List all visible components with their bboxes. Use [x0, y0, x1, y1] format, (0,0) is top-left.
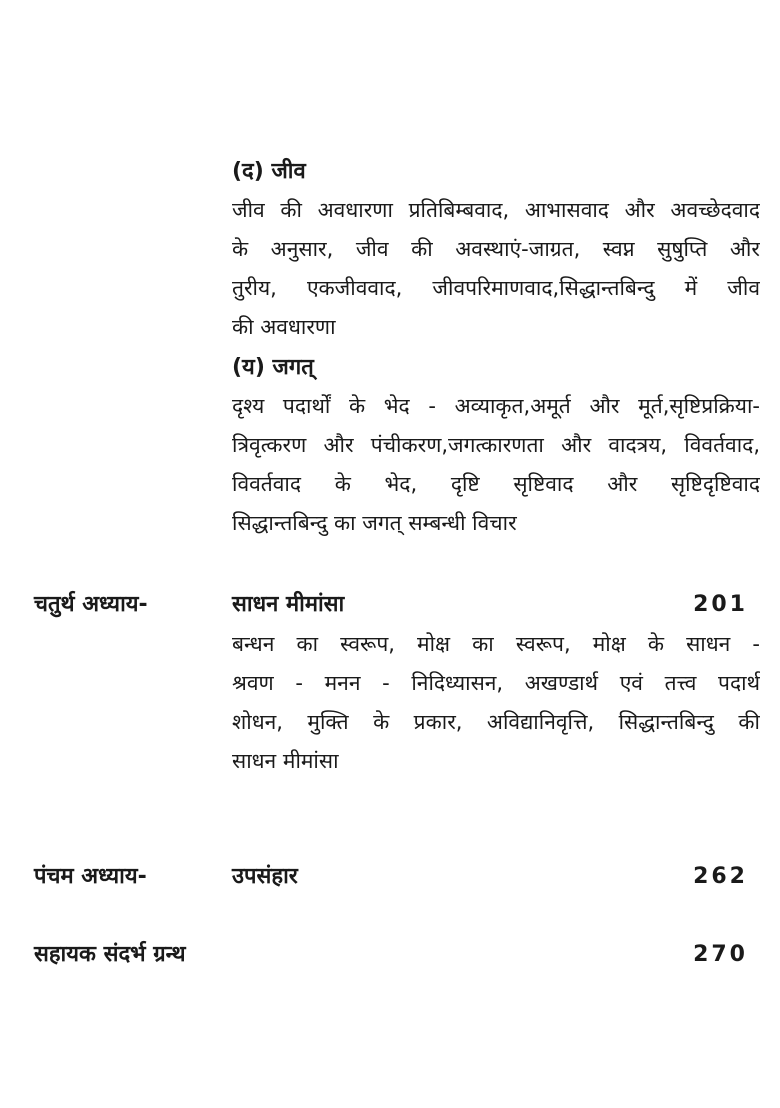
- chapter-label: पंचम अध्याय-: [34, 864, 147, 889]
- text-line: साधन मीमांसा: [232, 749, 339, 773]
- chapter-title: उपसंहार: [232, 864, 298, 889]
- text-line: शोधन, मुक्ति के प्रकार, अविद्यानिवृत्ति, सिद्धान्तबिन्दु की: [232, 710, 760, 734]
- toc-entry-references: [34, 935, 748, 975]
- page-number: 262: [693, 864, 748, 889]
- text-line: विवर्तवाद के भेद, दृष्टि सृष्टिवाद और सृष्टिदृष्टिवाद: [232, 472, 760, 496]
- chapter4-contents: [232, 625, 760, 781]
- text-line: सिद्धान्तबिन्दु का जगत् सम्बन्धी विचार: [232, 511, 517, 535]
- text-line: त्रिवृत्करण और पंचीकरण,जगत्कारणता और वादत्रय, विवर्तवाद,: [232, 433, 760, 457]
- page-number: 270: [693, 942, 748, 967]
- page-number: 201: [693, 592, 748, 617]
- section-jiva: [232, 152, 760, 347]
- section-heading: (य) जगत्: [232, 355, 314, 380]
- chapter-title: साधन मीमांसा: [232, 592, 345, 617]
- chapter-label: चतुर्थ अध्याय-: [34, 592, 148, 617]
- toc-entry-chapter4: [34, 585, 748, 625]
- toc-entry-chapter5: [34, 857, 748, 897]
- section-jagat: [232, 348, 760, 543]
- references-label: सहायक संदर्भ ग्रन्थ: [34, 942, 186, 967]
- text-line: बन्धन का स्वरूप, मोक्ष का स्वरूप, मोक्ष के साधन -: [232, 632, 760, 656]
- text-line: श्रवण - मनन - निदिध्यासन, अखण्डार्थ एवं तत्त्व पदार्थ: [232, 671, 760, 695]
- text-line: दृश्य पदार्थों के भेद - अव्याकृत,अमूर्त और मूर्त,सृष्टिप्रक्रिया-: [232, 394, 760, 418]
- text-line: की अवधारणा: [232, 315, 336, 339]
- text-line: तुरीय, एकजीववाद, जीवपरिमाणवाद,सिद्धान्तबिन्दु में जीव: [232, 276, 760, 300]
- text-line: के अनुसार, जीव की अवस्थाएं-जाग्रत, स्वप्न सुषुप्ति और: [232, 237, 760, 261]
- text-line: जीव की अवधारणा प्रतिबिम्बवाद, आभासवाद और अवच्छेदवाद: [232, 198, 760, 222]
- section-heading: (द) जीव: [232, 159, 306, 184]
